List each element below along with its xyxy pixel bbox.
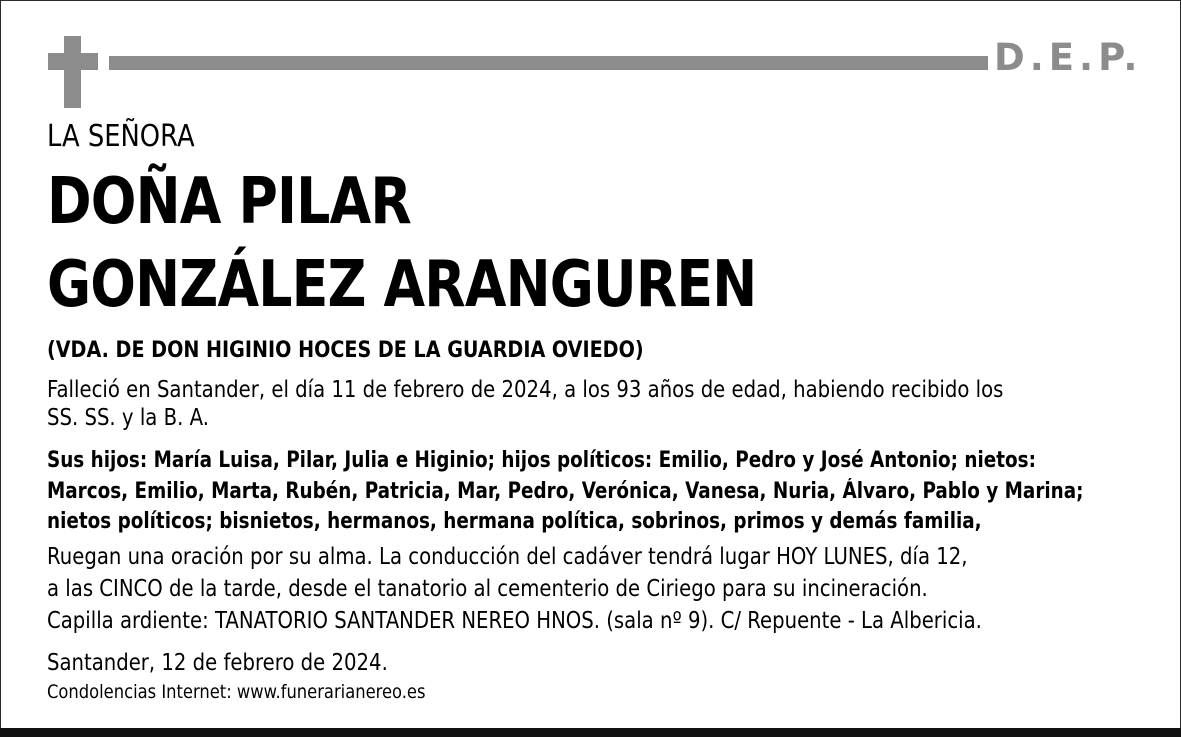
cross-icon-arm xyxy=(48,53,98,70)
family-line-3: nietos políticos; bisnietos, hermanos, hermana política, sobrinos, primos y demás familia, xyxy=(47,509,982,534)
death-details-line-1: Falleció en Santander, el día 11 de febrero de 2024, a los 93 años de edad, habiendo recibido los xyxy=(47,377,1004,403)
death-details-line-2: SS. SS. y la B. A. xyxy=(47,405,209,431)
ceremony-line-3: Capilla ardiente: TANATORIO SANTANDER NEREO HNOS. (sala nº 9). C/ Repuente - La Albericia. xyxy=(47,608,982,634)
cross-icon xyxy=(64,36,81,108)
condolences-link[interactable]: Condolencias Internet: www.funerarianereo.es xyxy=(47,681,426,703)
widow-of: (VDA. DE DON HIGINIO HOCES DE LA GUARDIA OVIEDO) xyxy=(47,338,644,363)
ceremony-line-1: Ruegan una oración por su alma. La conducción del cadáver tendrá lugar HOY LUNES, día 12, xyxy=(47,544,968,570)
family-line-2: Marcos, Emilio, Marta, Rubén, Patricia, Mar, Pedro, Verónica, Vanesa, Nuria, Álvaro, Pablo y Marina; xyxy=(47,479,1084,504)
family-line-1: Sus hijos: María Luisa, Pilar, Julia e Higinio; hijos políticos: Emilio, Pedro y José Antonio; nietos: xyxy=(47,448,1036,473)
header-rule xyxy=(109,56,988,70)
ceremony-line-2: a las CINCO de la tarde, desde el tanatorio al cementerio de Ciriego para su incineración. xyxy=(47,576,928,602)
deceased-name-surnames: GONZÁLEZ ARANGUREN xyxy=(47,248,757,322)
dep-label: D.E.P. xyxy=(994,36,1143,79)
place-date: Santander, 12 de febrero de 2024. xyxy=(47,650,388,676)
deceased-name-first: DOÑA PILAR xyxy=(47,165,411,239)
honorific: LA SEÑORA xyxy=(47,119,195,154)
bottom-border xyxy=(0,728,1181,737)
